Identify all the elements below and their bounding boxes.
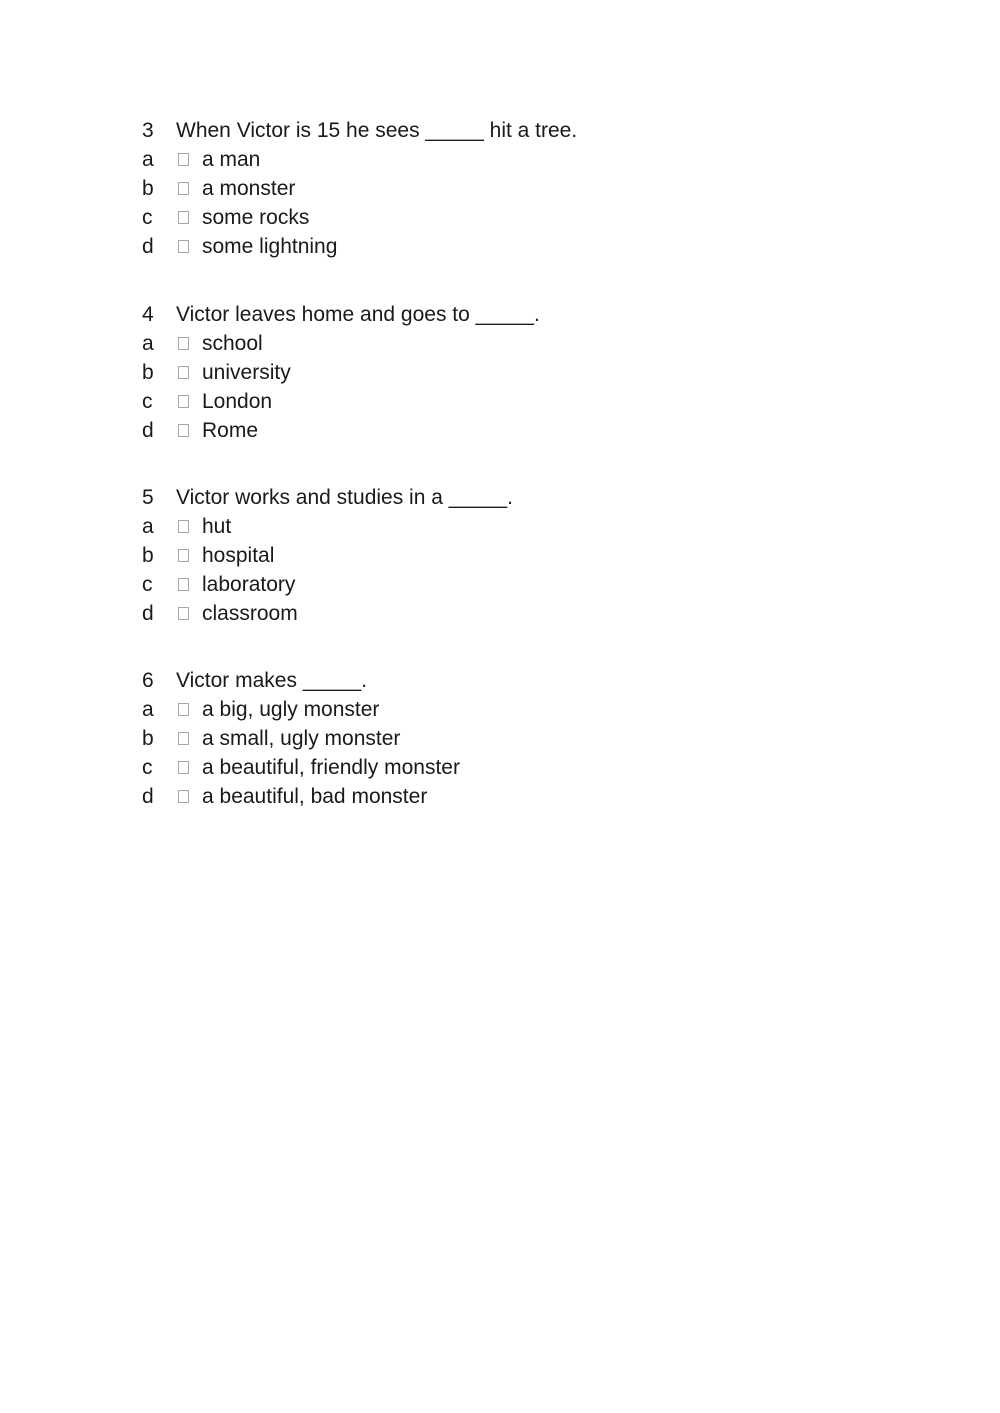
option-c bbox=[142, 753, 842, 782]
option-letter: c bbox=[142, 573, 153, 596]
question-6 bbox=[142, 666, 842, 811]
answer-checkbox[interactable] bbox=[178, 790, 189, 803]
answer-checkbox[interactable] bbox=[178, 153, 189, 166]
option-c bbox=[142, 387, 842, 416]
question-4 bbox=[142, 300, 842, 445]
option-b bbox=[142, 358, 842, 387]
question-stem bbox=[142, 483, 842, 512]
question-number: 5 bbox=[142, 486, 154, 509]
answer-checkbox[interactable] bbox=[178, 424, 189, 437]
question-stem bbox=[142, 116, 842, 145]
option-text: a big, ugly monster bbox=[202, 698, 380, 721]
answer-checkbox[interactable] bbox=[178, 703, 189, 716]
option-text: a beautiful, bad monster bbox=[202, 785, 428, 808]
option-text: some lightning bbox=[202, 235, 338, 258]
option-d bbox=[142, 599, 842, 628]
option-a bbox=[142, 695, 842, 724]
option-letter: c bbox=[142, 390, 153, 413]
option-letter: d bbox=[142, 785, 154, 808]
option-letter: c bbox=[142, 206, 153, 229]
option-letter: c bbox=[142, 756, 153, 779]
option-text: hut bbox=[202, 515, 232, 538]
answer-checkbox[interactable] bbox=[178, 337, 189, 350]
answer-checkbox[interactable] bbox=[178, 520, 189, 533]
option-letter: b bbox=[142, 544, 154, 567]
option-b bbox=[142, 724, 842, 753]
option-text: some rocks bbox=[202, 206, 310, 229]
option-letter: b bbox=[142, 727, 154, 750]
option-c bbox=[142, 570, 842, 599]
option-text: hospital bbox=[202, 544, 275, 567]
question-stem bbox=[142, 666, 842, 695]
question-3 bbox=[142, 116, 842, 261]
answer-checkbox[interactable] bbox=[178, 211, 189, 224]
answer-checkbox[interactable] bbox=[178, 240, 189, 253]
option-letter: d bbox=[142, 235, 154, 258]
option-letter: d bbox=[142, 602, 154, 625]
question-text: Victor works and studies in a _____. bbox=[176, 486, 513, 509]
option-letter: b bbox=[142, 361, 154, 384]
option-letter: a bbox=[142, 148, 154, 171]
option-b bbox=[142, 541, 842, 570]
option-text: London bbox=[202, 390, 273, 413]
option-text: a small, ugly monster bbox=[202, 727, 401, 750]
option-text: a monster bbox=[202, 177, 296, 200]
option-text: Rome bbox=[202, 419, 259, 442]
question-text: Victor leaves home and goes to _____. bbox=[176, 303, 540, 326]
option-letter: a bbox=[142, 332, 154, 355]
option-a bbox=[142, 329, 842, 358]
question-text: Victor makes _____. bbox=[176, 669, 368, 692]
answer-checkbox[interactable] bbox=[178, 761, 189, 774]
option-a bbox=[142, 512, 842, 541]
question-5 bbox=[142, 483, 842, 628]
option-letter: a bbox=[142, 515, 154, 538]
option-d bbox=[142, 782, 842, 811]
option-letter: d bbox=[142, 419, 154, 442]
answer-checkbox[interactable] bbox=[178, 607, 189, 620]
option-text: school bbox=[202, 332, 263, 355]
option-text: a man bbox=[202, 148, 261, 171]
answer-checkbox[interactable] bbox=[178, 549, 189, 562]
option-d bbox=[142, 416, 842, 445]
answer-checkbox[interactable] bbox=[178, 732, 189, 745]
option-text: laboratory bbox=[202, 573, 296, 596]
answer-checkbox[interactable] bbox=[178, 366, 189, 379]
option-c bbox=[142, 203, 842, 232]
answer-checkbox[interactable] bbox=[178, 182, 189, 195]
option-letter: b bbox=[142, 177, 154, 200]
option-text: classroom bbox=[202, 602, 298, 625]
option-text: a beautiful, friendly monster bbox=[202, 756, 460, 779]
question-number: 6 bbox=[142, 669, 154, 692]
question-number: 3 bbox=[142, 119, 154, 142]
option-d bbox=[142, 232, 842, 261]
option-b bbox=[142, 174, 842, 203]
question-text: When Victor is 15 he sees _____ hit a tree. bbox=[176, 119, 578, 142]
question-number: 4 bbox=[142, 303, 154, 326]
answer-checkbox[interactable] bbox=[178, 578, 189, 591]
option-letter: a bbox=[142, 698, 154, 721]
question-stem bbox=[142, 300, 842, 329]
answer-checkbox[interactable] bbox=[178, 395, 189, 408]
option-text: university bbox=[202, 361, 291, 384]
option-a bbox=[142, 145, 842, 174]
